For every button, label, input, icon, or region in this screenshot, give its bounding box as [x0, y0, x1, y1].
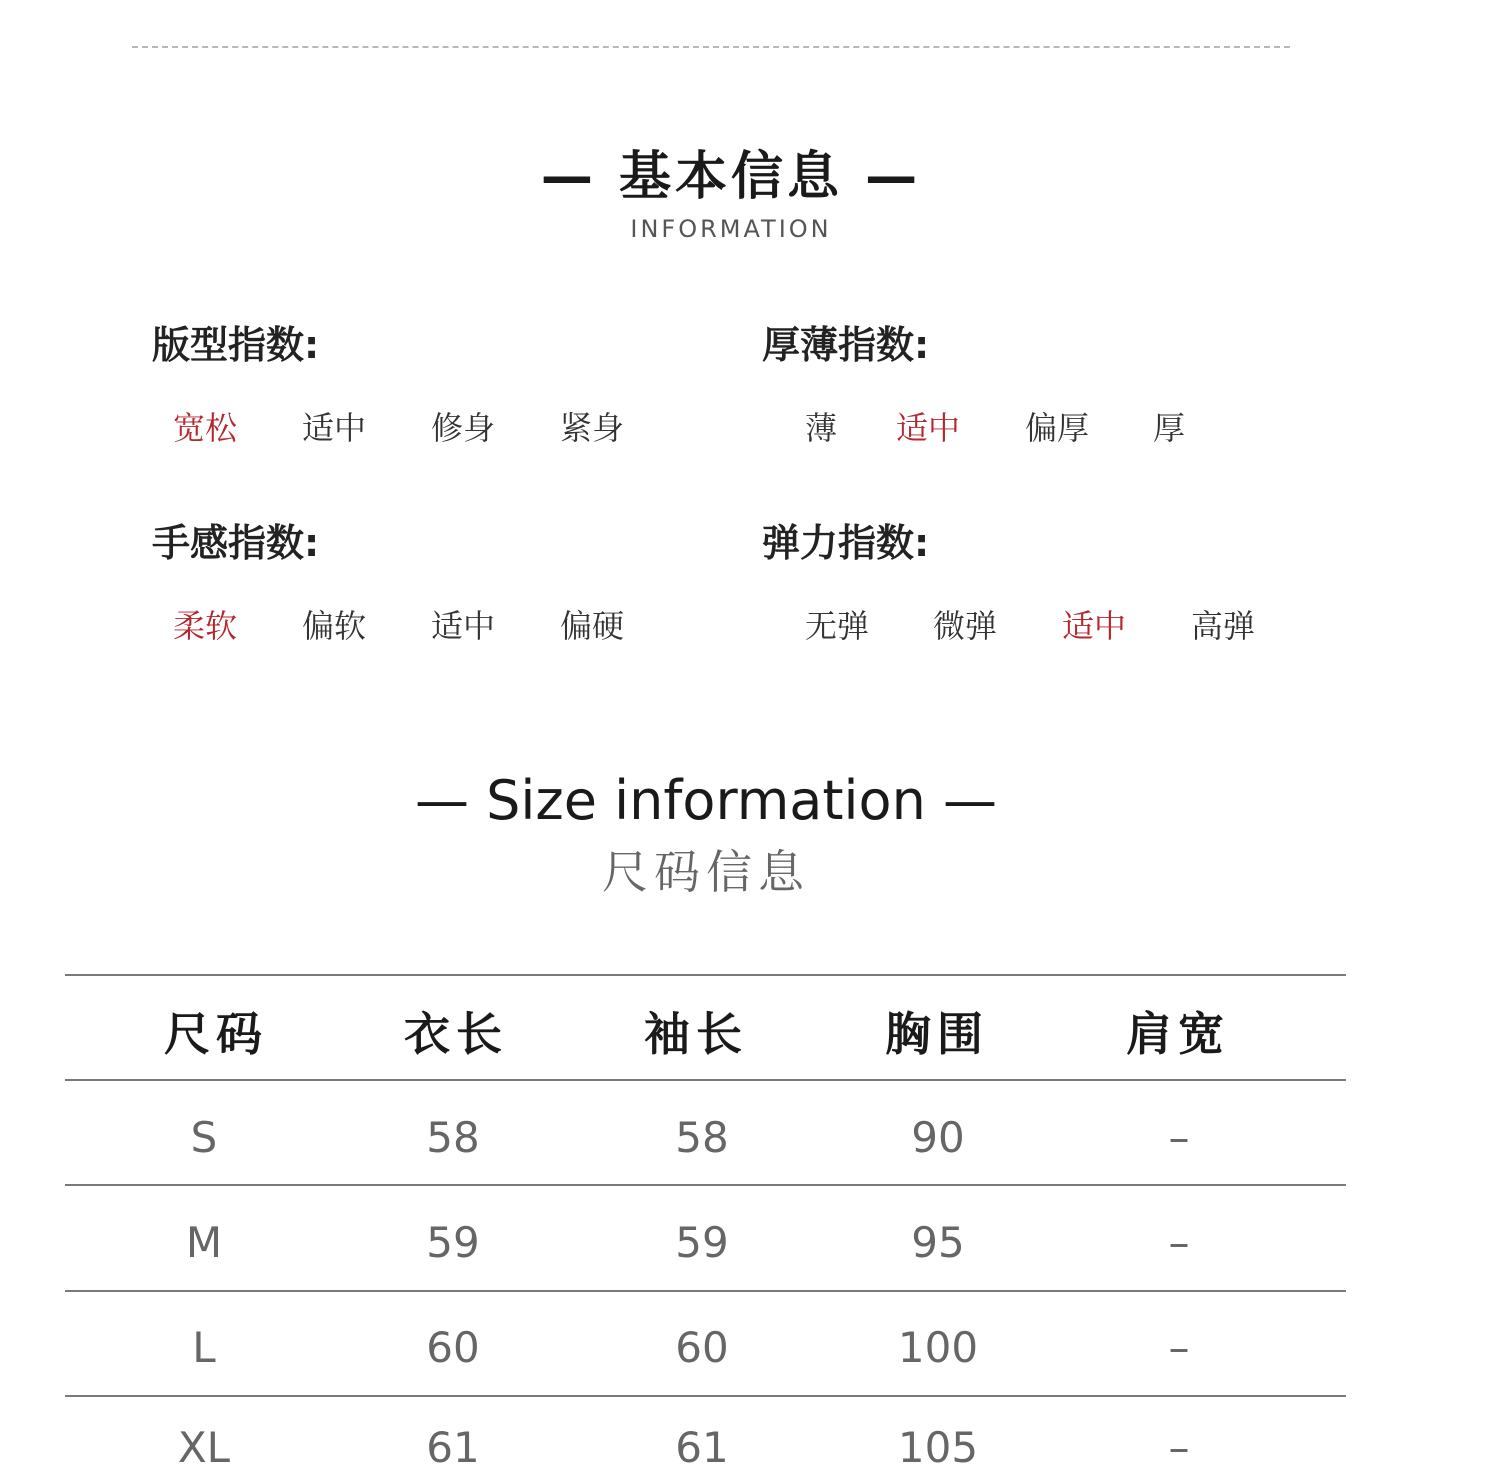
elasticity-option: 适中	[1062, 607, 1127, 645]
thickness-option: 厚	[1153, 409, 1186, 447]
thickness-option: 偏厚	[1025, 409, 1090, 447]
size-section-title: — Size information —	[414, 769, 997, 832]
table-rule	[65, 974, 1346, 976]
table-cell: 60	[675, 1323, 729, 1372]
size-section-subtitle: 尺码信息	[602, 845, 810, 899]
table-cell: 60	[426, 1323, 480, 1372]
fit-option: 适中	[302, 409, 367, 447]
table-header-cell: 衣长	[404, 1007, 508, 1061]
elasticity-index-label: 弹力指数:	[762, 521, 930, 565]
table-cell: 61	[426, 1423, 480, 1472]
dashed-divider	[132, 46, 1290, 48]
texture-option: 适中	[431, 607, 496, 645]
table-cell: 58	[675, 1113, 729, 1162]
fit-option: 修身	[431, 409, 496, 447]
table-header-cell: 肩宽	[1126, 1007, 1230, 1061]
thickness-option: 薄	[805, 409, 838, 447]
table-cell: M	[185, 1218, 223, 1267]
table-cell: –	[1168, 1423, 1190, 1472]
table-cell: 95	[911, 1218, 965, 1267]
texture-option: 偏硬	[560, 607, 625, 645]
table-cell: –	[1168, 1323, 1190, 1372]
info-section-title: — 基本信息 —	[540, 147, 922, 207]
table-header-cell: 袖长	[644, 1007, 748, 1061]
texture-option: 柔软	[173, 607, 238, 645]
table-cell: –	[1168, 1218, 1190, 1267]
thickness-option: 适中	[896, 409, 961, 447]
table-rule	[65, 1290, 1346, 1292]
elasticity-option: 高弹	[1191, 607, 1256, 645]
table-rule	[65, 1395, 1346, 1397]
fit-option: 紧身	[560, 409, 625, 447]
thickness-index-label: 厚薄指数:	[762, 323, 930, 367]
table-cell: XL	[177, 1423, 231, 1472]
table-rule	[65, 1184, 1346, 1186]
table-cell: S	[190, 1113, 218, 1162]
fit-option: 宽松	[173, 409, 238, 447]
table-header-cell: 胸围	[885, 1007, 989, 1061]
table-header-cell: 尺码	[164, 1007, 268, 1061]
elasticity-option: 无弹	[805, 607, 870, 645]
table-cell: 59	[675, 1218, 729, 1267]
table-cell: 105	[897, 1423, 979, 1472]
table-cell: L	[192, 1323, 216, 1372]
info-section-subtitle: INFORMATION	[630, 215, 832, 243]
table-cell: 100	[897, 1323, 979, 1372]
table-cell: 90	[911, 1113, 965, 1162]
table-cell: 61	[675, 1423, 729, 1472]
fit-index-label: 版型指数:	[152, 323, 320, 367]
table-cell: 58	[426, 1113, 480, 1162]
table-cell: –	[1168, 1113, 1190, 1162]
texture-option: 偏软	[302, 607, 367, 645]
elasticity-option: 微弹	[933, 607, 998, 645]
table-rule	[65, 1079, 1346, 1081]
table-cell: 59	[426, 1218, 480, 1267]
texture-index-label: 手感指数:	[152, 521, 320, 565]
